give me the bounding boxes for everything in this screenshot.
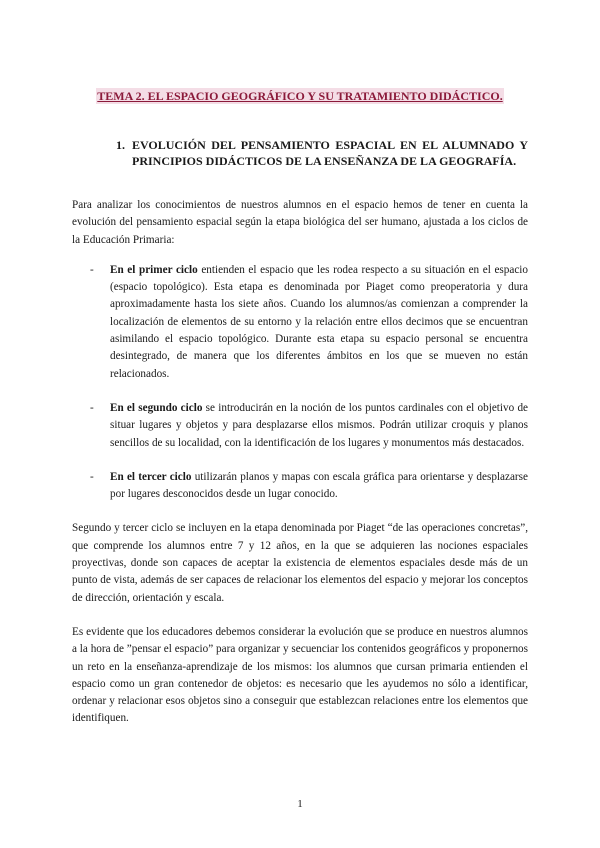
list-item (72, 262, 528, 383)
list-item (72, 400, 528, 452)
list-item-bold: En el tercer ciclo (110, 470, 192, 483)
cycle-list (72, 262, 528, 504)
body-paragraph: Es evidente que los educadores debemos considerar la evolución que se produce en nuestros alumnos a la hora de ”pensar el espacio” para organizar y secuenciar los contenidos geográficos y proponernos un reto en la enseñanza-aprendizaje de los mismos: los alumnos que cursan primaria entienden el espacio como un gran contenedor de objetos: es necesario que les ayudemos no sólo a identificar, ordenar y relacionar esos objetos sino a conseguir que establezcan relaciones entre los elementos que identifiquen. (72, 625, 528, 725)
document-title: TEMA 2. EL ESPACIO GEOGRÁFICO Y SU TRATAMIENTO DIDÁCTICO. (97, 89, 503, 103)
bullet-dash: - (90, 470, 94, 483)
section-heading-text: EVOLUCIÓN DEL PENSAMIENTO ESPACIAL EN EL ALUMNADO Y PRINCIPIOS DIDÁCTICOS DE LA ENSEÑANZA DE LA GEOGRAFÍA. (132, 138, 528, 168)
list-item-content (110, 469, 528, 504)
list-item-text: utilizarán planos y mapas con escala gráfica para orientarse y desplazarse por lugares desconocidos desde un lugar conocido. (110, 470, 528, 501)
bullet-dash: - (90, 263, 94, 276)
list-item (72, 469, 528, 504)
list-item-bold: En el primer ciclo (110, 263, 198, 276)
list-item-text: entienden el espacio que les rodea respecto a su situación en el espacio (espacio topológico). Esta etapa es denominada por Piaget como preoperatoria y dura aproximadamente hasta los siete años. Cuando los alumnos/as comienzan a comprender la localización de elementos de su entorno y la relación entre ellos decimos que se encuentran asimilando el espacio topológico. Durante esta etapa su espacio personal se encuentra desintegrado, de manera que los diferentes ámbitos en los que se mueven no están relacionados. (110, 263, 529, 380)
list-item-content (110, 262, 528, 383)
list-item-content (110, 400, 528, 452)
list-item-text: se introducirán en la noción de los puntos cardinales con el objetivo de situar lugares y objetos y para desplazarse ellos mismos. Podrán utilizar croquis y planos sencillos de su localidad, con la identificación de los lugares y monumentos más destacados. (110, 401, 528, 449)
section-number: 1. (116, 138, 125, 152)
section-heading (116, 137, 528, 169)
intro-paragraph: Para analizar los conocimientos de nuestros alumnos en el espacio hemos de tener en cuenta la evolución del pensamiento espacial según la etapa biológica del ser humano, ajustada a los ciclos de la Educación Primaria: (72, 199, 528, 246)
bullet-dash: - (90, 401, 94, 414)
list-item-bold: En el segundo ciclo (110, 401, 203, 414)
page-number: 1 (297, 798, 303, 810)
body-paragraph: Segundo y tercer ciclo se incluyen en la etapa denominada por Piaget “de las operaciones concretas”, que comprende los alumnos entre 7 y 12 años, en la que se adquieren las nociones espaciales proyectivas, donde son capaces de aceptar la existencia de elementos espaciales desde más de un punto de vista, además de ser capaces de relacionar los elementos del espacio y mejorar los conceptos de dirección, orientación y escala. (72, 522, 528, 604)
